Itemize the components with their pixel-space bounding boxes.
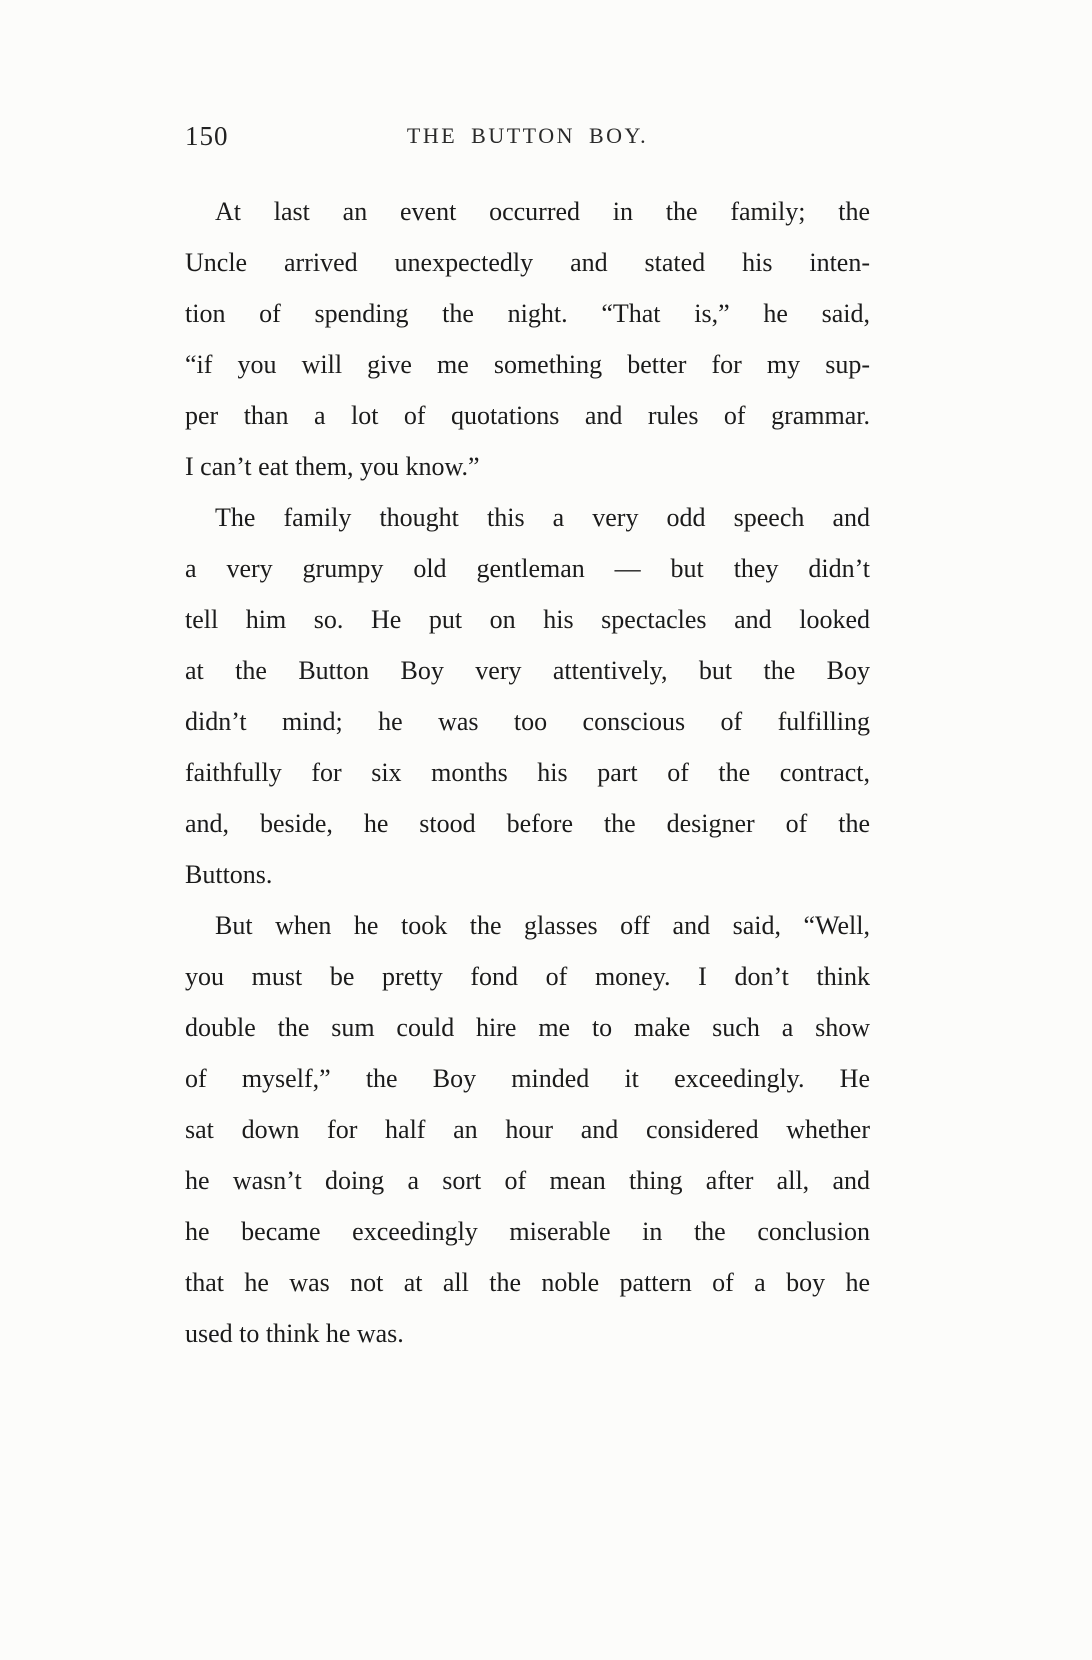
text-line: used to think he was. — [185, 1319, 404, 1348]
text-block — [185, 186, 870, 1359]
text-line: per than a lot of quotations and rules of grammar. — [185, 401, 870, 430]
text-line: at the Button Boy very attentively, but the Boy — [185, 656, 870, 685]
text-line: tion of spending the night. “That is,” he said, — [185, 299, 870, 328]
text-line: I can’t eat them, you know.” — [185, 452, 480, 481]
paragraph — [185, 492, 870, 900]
running-header: THE BUTTON BOY. — [406, 123, 649, 148]
text-line: you must be pretty fond of money. I don’t think — [185, 962, 870, 991]
text-line: tell him so. He put on his spectacles and looked — [185, 605, 870, 634]
text-line: Buttons. — [185, 860, 273, 889]
text-line: a very grumpy old gentleman — but they didn’t — [185, 554, 870, 583]
paragraph — [185, 900, 870, 1359]
text-line: The family thought this a very odd speech and — [215, 503, 870, 532]
text-line: But when he took the glasses off and said, “Well, — [215, 911, 870, 940]
text-line: faithfully for six months his part of the contract, — [185, 758, 870, 787]
paragraph — [185, 186, 870, 492]
text-line: that he was not at all the noble pattern of a boy he — [185, 1268, 870, 1297]
text-line: “if you will give me something better for my sup- — [185, 350, 870, 379]
text-line: At last an event occurred in the family; the — [215, 197, 870, 226]
text-line: didn’t mind; he was too conscious of fulfilling — [185, 707, 870, 736]
text-line: Uncle arrived unexpectedly and stated his inten- — [185, 248, 870, 277]
text-line: he wasn’t doing a sort of mean thing after all, and — [185, 1166, 870, 1195]
page-header-row — [185, 121, 870, 155]
text-line: double the sum could hire me to make such a show — [185, 1013, 870, 1042]
page-number: 150 — [185, 121, 229, 151]
text-line: sat down for half an hour and considered whether — [185, 1115, 870, 1144]
text-line: he became exceedingly miserable in the conclusion — [185, 1217, 870, 1246]
text-line: of myself,” the Boy minded it exceedingly. He — [185, 1064, 870, 1093]
text-line: and, beside, he stood before the designer of the — [185, 809, 870, 838]
